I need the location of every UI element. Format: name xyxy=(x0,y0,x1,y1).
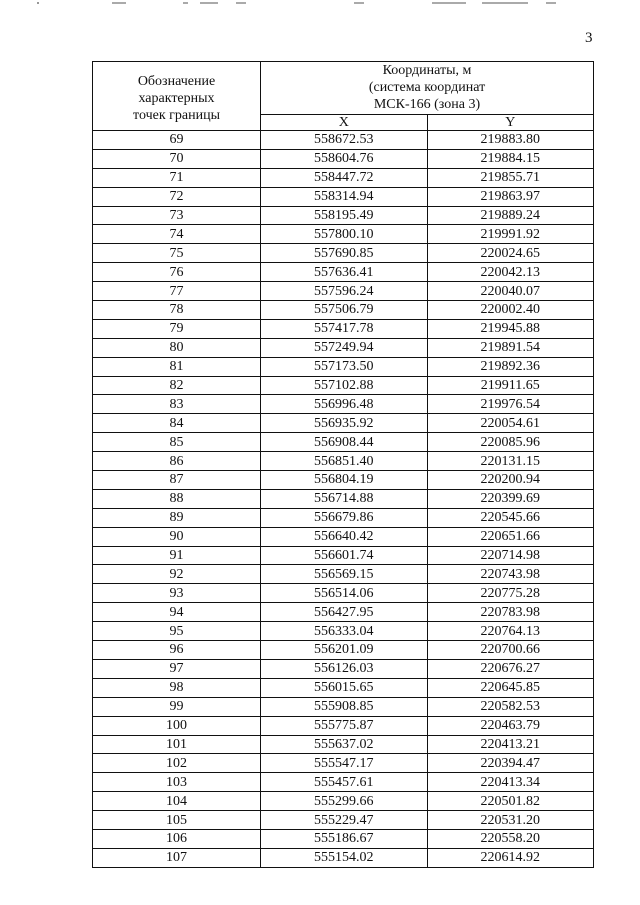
point-number-cell: 70 xyxy=(93,149,261,168)
x-coordinate-cell: 556333.04 xyxy=(261,622,428,641)
x-coordinate-cell: 555637.02 xyxy=(261,735,428,754)
x-coordinate-cell: 556201.09 xyxy=(261,641,428,660)
y-coordinate-cell: 220545.66 xyxy=(427,508,594,527)
table-row xyxy=(93,301,594,320)
y-coordinate-cell: 219855.71 xyxy=(427,168,594,187)
x-coordinate-cell: 556427.95 xyxy=(261,603,428,622)
point-number-cell: 91 xyxy=(93,546,261,565)
point-number-cell: 76 xyxy=(93,263,261,282)
x-coordinate-cell: 555299.66 xyxy=(261,792,428,811)
point-number-cell: 104 xyxy=(93,792,261,811)
y-coordinate-cell: 220085.96 xyxy=(427,433,594,452)
y-column-header: Y xyxy=(427,115,594,131)
scan-artifact-marks xyxy=(0,0,640,10)
table-row xyxy=(93,641,594,660)
table-row xyxy=(93,773,594,792)
point-number-cell: 103 xyxy=(93,773,261,792)
x-coordinate-cell: 556514.06 xyxy=(261,584,428,603)
x-coordinate-cell: 557690.85 xyxy=(261,244,428,263)
y-coordinate-cell: 220783.98 xyxy=(427,603,594,622)
y-coordinate-cell: 219891.54 xyxy=(427,338,594,357)
x-coordinate-cell: 557249.94 xyxy=(261,338,428,357)
y-coordinate-cell: 219911.65 xyxy=(427,376,594,395)
point-number-cell: 105 xyxy=(93,811,261,830)
x-coordinate-cell: 556015.65 xyxy=(261,678,428,697)
y-coordinate-cell: 220413.21 xyxy=(427,735,594,754)
x-coordinate-cell: 558195.49 xyxy=(261,206,428,225)
point-number-cell: 94 xyxy=(93,603,261,622)
table-row xyxy=(93,149,594,168)
y-coordinate-cell: 219863.97 xyxy=(427,187,594,206)
table-row xyxy=(93,697,594,716)
point-number-cell: 93 xyxy=(93,584,261,603)
table-row xyxy=(93,452,594,471)
y-coordinate-cell: 220645.85 xyxy=(427,678,594,697)
point-number-cell: 75 xyxy=(93,244,261,263)
table-row xyxy=(93,225,594,244)
table-row xyxy=(93,565,594,584)
y-coordinate-cell: 220743.98 xyxy=(427,565,594,584)
x-coordinate-cell: 557173.50 xyxy=(261,357,428,376)
point-number-cell: 86 xyxy=(93,452,261,471)
table-row xyxy=(93,829,594,848)
y-coordinate-cell: 220531.20 xyxy=(427,811,594,830)
y-coordinate-cell: 219976.54 xyxy=(427,395,594,414)
y-coordinate-cell: 220024.65 xyxy=(427,244,594,263)
y-coordinate-cell: 219991.92 xyxy=(427,225,594,244)
point-number-cell: 78 xyxy=(93,301,261,320)
table-row xyxy=(93,546,594,565)
table-row xyxy=(93,716,594,735)
y-coordinate-cell: 220002.40 xyxy=(427,301,594,320)
point-number-cell: 84 xyxy=(93,414,261,433)
y-coordinate-cell: 219883.80 xyxy=(427,131,594,150)
y-coordinate-cell: 220558.20 xyxy=(427,829,594,848)
x-coordinate-cell: 556601.74 xyxy=(261,546,428,565)
point-number-cell: 77 xyxy=(93,282,261,301)
y-coordinate-cell: 220775.28 xyxy=(427,584,594,603)
x-coordinate-cell: 558604.76 xyxy=(261,149,428,168)
table-row xyxy=(93,414,594,433)
y-coordinate-cell: 220200.94 xyxy=(427,471,594,490)
table-row xyxy=(93,659,594,678)
point-number-cell: 79 xyxy=(93,319,261,338)
y-coordinate-cell: 220700.66 xyxy=(427,641,594,660)
table-row xyxy=(93,376,594,395)
coords-header-line-1: Координаты, м xyxy=(382,63,472,78)
table-row xyxy=(93,263,594,282)
table-row xyxy=(93,603,594,622)
y-coordinate-cell: 220764.13 xyxy=(427,622,594,641)
x-coordinate-cell: 555775.87 xyxy=(261,716,428,735)
x-coordinate-cell: 556935.92 xyxy=(261,414,428,433)
x-coordinate-cell: 557417.78 xyxy=(261,319,428,338)
x-coordinate-cell: 556851.40 xyxy=(261,452,428,471)
y-coordinate-cell: 220463.79 xyxy=(427,716,594,735)
point-header-line-3: точек границы xyxy=(133,107,220,123)
x-coordinate-cell: 558672.53 xyxy=(261,131,428,150)
x-coordinate-cell: 555547.17 xyxy=(261,754,428,773)
table-row xyxy=(93,319,594,338)
y-coordinate-cell: 219884.15 xyxy=(427,149,594,168)
table-row xyxy=(93,338,594,357)
point-number-cell: 74 xyxy=(93,225,261,244)
x-coordinate-cell: 555154.02 xyxy=(261,848,428,867)
point-number-cell: 95 xyxy=(93,622,261,641)
point-number-cell: 71 xyxy=(93,168,261,187)
x-coordinate-cell: 557506.79 xyxy=(261,301,428,320)
coordinates-header xyxy=(261,62,594,115)
x-coordinate-cell: 556908.44 xyxy=(261,433,428,452)
x-coordinate-cell: 556679.86 xyxy=(261,508,428,527)
table-row xyxy=(93,187,594,206)
coords-header-line-3: МСК-166 (зона 3) xyxy=(373,97,481,112)
x-coordinate-cell: 557636.41 xyxy=(261,263,428,282)
y-coordinate-cell: 220676.27 xyxy=(427,659,594,678)
point-number-cell: 88 xyxy=(93,489,261,508)
x-coordinate-cell: 556714.88 xyxy=(261,489,428,508)
point-number-cell: 69 xyxy=(93,131,261,150)
table-row xyxy=(93,206,594,225)
table-row xyxy=(93,584,594,603)
point-number-cell: 102 xyxy=(93,754,261,773)
point-number-cell: 92 xyxy=(93,565,261,584)
point-number-cell: 97 xyxy=(93,659,261,678)
y-coordinate-cell: 220714.98 xyxy=(427,546,594,565)
point-number-cell: 85 xyxy=(93,433,261,452)
point-number-cell: 106 xyxy=(93,829,261,848)
point-number-cell: 80 xyxy=(93,338,261,357)
y-coordinate-cell: 220651.66 xyxy=(427,527,594,546)
point-number-cell: 101 xyxy=(93,735,261,754)
y-coordinate-cell: 220501.82 xyxy=(427,792,594,811)
y-coordinate-cell: 220394.47 xyxy=(427,754,594,773)
coords-header-line-2: (система координат xyxy=(368,80,486,95)
x-coordinate-cell: 555229.47 xyxy=(261,811,428,830)
point-number-cell: 96 xyxy=(93,641,261,660)
table-row xyxy=(93,508,594,527)
x-coordinate-cell: 557800.10 xyxy=(261,225,428,244)
table-row xyxy=(93,433,594,452)
y-coordinate-cell: 219889.24 xyxy=(427,206,594,225)
y-coordinate-cell: 219945.88 xyxy=(427,319,594,338)
x-column-header: X xyxy=(261,115,428,131)
y-coordinate-cell: 220413.34 xyxy=(427,773,594,792)
point-number-cell: 81 xyxy=(93,357,261,376)
x-coordinate-cell: 558447.72 xyxy=(261,168,428,187)
point-number-cell: 83 xyxy=(93,395,261,414)
x-coordinate-cell: 556569.15 xyxy=(261,565,428,584)
y-coordinate-cell: 220042.13 xyxy=(427,263,594,282)
table-row xyxy=(93,678,594,697)
x-coordinate-cell: 556804.19 xyxy=(261,471,428,490)
point-number-cell: 99 xyxy=(93,697,261,716)
x-coordinate-cell: 557102.88 xyxy=(261,376,428,395)
point-designation-header xyxy=(93,62,261,131)
y-coordinate-cell: 220054.61 xyxy=(427,414,594,433)
boundary-points-coordinates-table xyxy=(92,61,594,868)
table-row xyxy=(93,848,594,867)
table-row xyxy=(93,168,594,187)
table-row xyxy=(93,471,594,490)
y-coordinate-cell: 219892.36 xyxy=(427,357,594,376)
x-coordinate-cell: 555186.67 xyxy=(261,829,428,848)
point-header-line-1: Обозначение xyxy=(137,73,216,89)
point-number-cell: 87 xyxy=(93,471,261,490)
y-coordinate-cell: 220040.07 xyxy=(427,282,594,301)
table-row xyxy=(93,395,594,414)
x-coordinate-cell: 557596.24 xyxy=(261,282,428,301)
table-row xyxy=(93,131,594,150)
table-row xyxy=(93,792,594,811)
point-header-line-2: характерных xyxy=(138,90,215,106)
page-number: 3 xyxy=(585,30,593,46)
point-number-cell: 73 xyxy=(93,206,261,225)
point-number-cell: 98 xyxy=(93,678,261,697)
point-number-cell: 72 xyxy=(93,187,261,206)
y-coordinate-cell: 220614.92 xyxy=(427,848,594,867)
table-row xyxy=(93,622,594,641)
point-number-cell: 89 xyxy=(93,508,261,527)
y-coordinate-cell: 220399.69 xyxy=(427,489,594,508)
x-coordinate-cell: 558314.94 xyxy=(261,187,428,206)
table-row xyxy=(93,244,594,263)
point-number-cell: 90 xyxy=(93,527,261,546)
x-coordinate-cell: 556126.03 xyxy=(261,659,428,678)
x-coordinate-cell: 555908.85 xyxy=(261,697,428,716)
table-row xyxy=(93,811,594,830)
x-coordinate-cell: 555457.61 xyxy=(261,773,428,792)
table-row xyxy=(93,489,594,508)
point-number-cell: 82 xyxy=(93,376,261,395)
x-coordinate-cell: 556640.42 xyxy=(261,527,428,546)
y-coordinate-cell: 220131.15 xyxy=(427,452,594,471)
coordinates-table-body xyxy=(93,131,594,868)
table-row xyxy=(93,735,594,754)
table-row xyxy=(93,527,594,546)
y-coordinate-cell: 220582.53 xyxy=(427,697,594,716)
x-coordinate-cell: 556996.48 xyxy=(261,395,428,414)
table-row xyxy=(93,282,594,301)
point-number-cell: 107 xyxy=(93,848,261,867)
table-row xyxy=(93,357,594,376)
point-number-cell: 100 xyxy=(93,716,261,735)
table-row xyxy=(93,754,594,773)
